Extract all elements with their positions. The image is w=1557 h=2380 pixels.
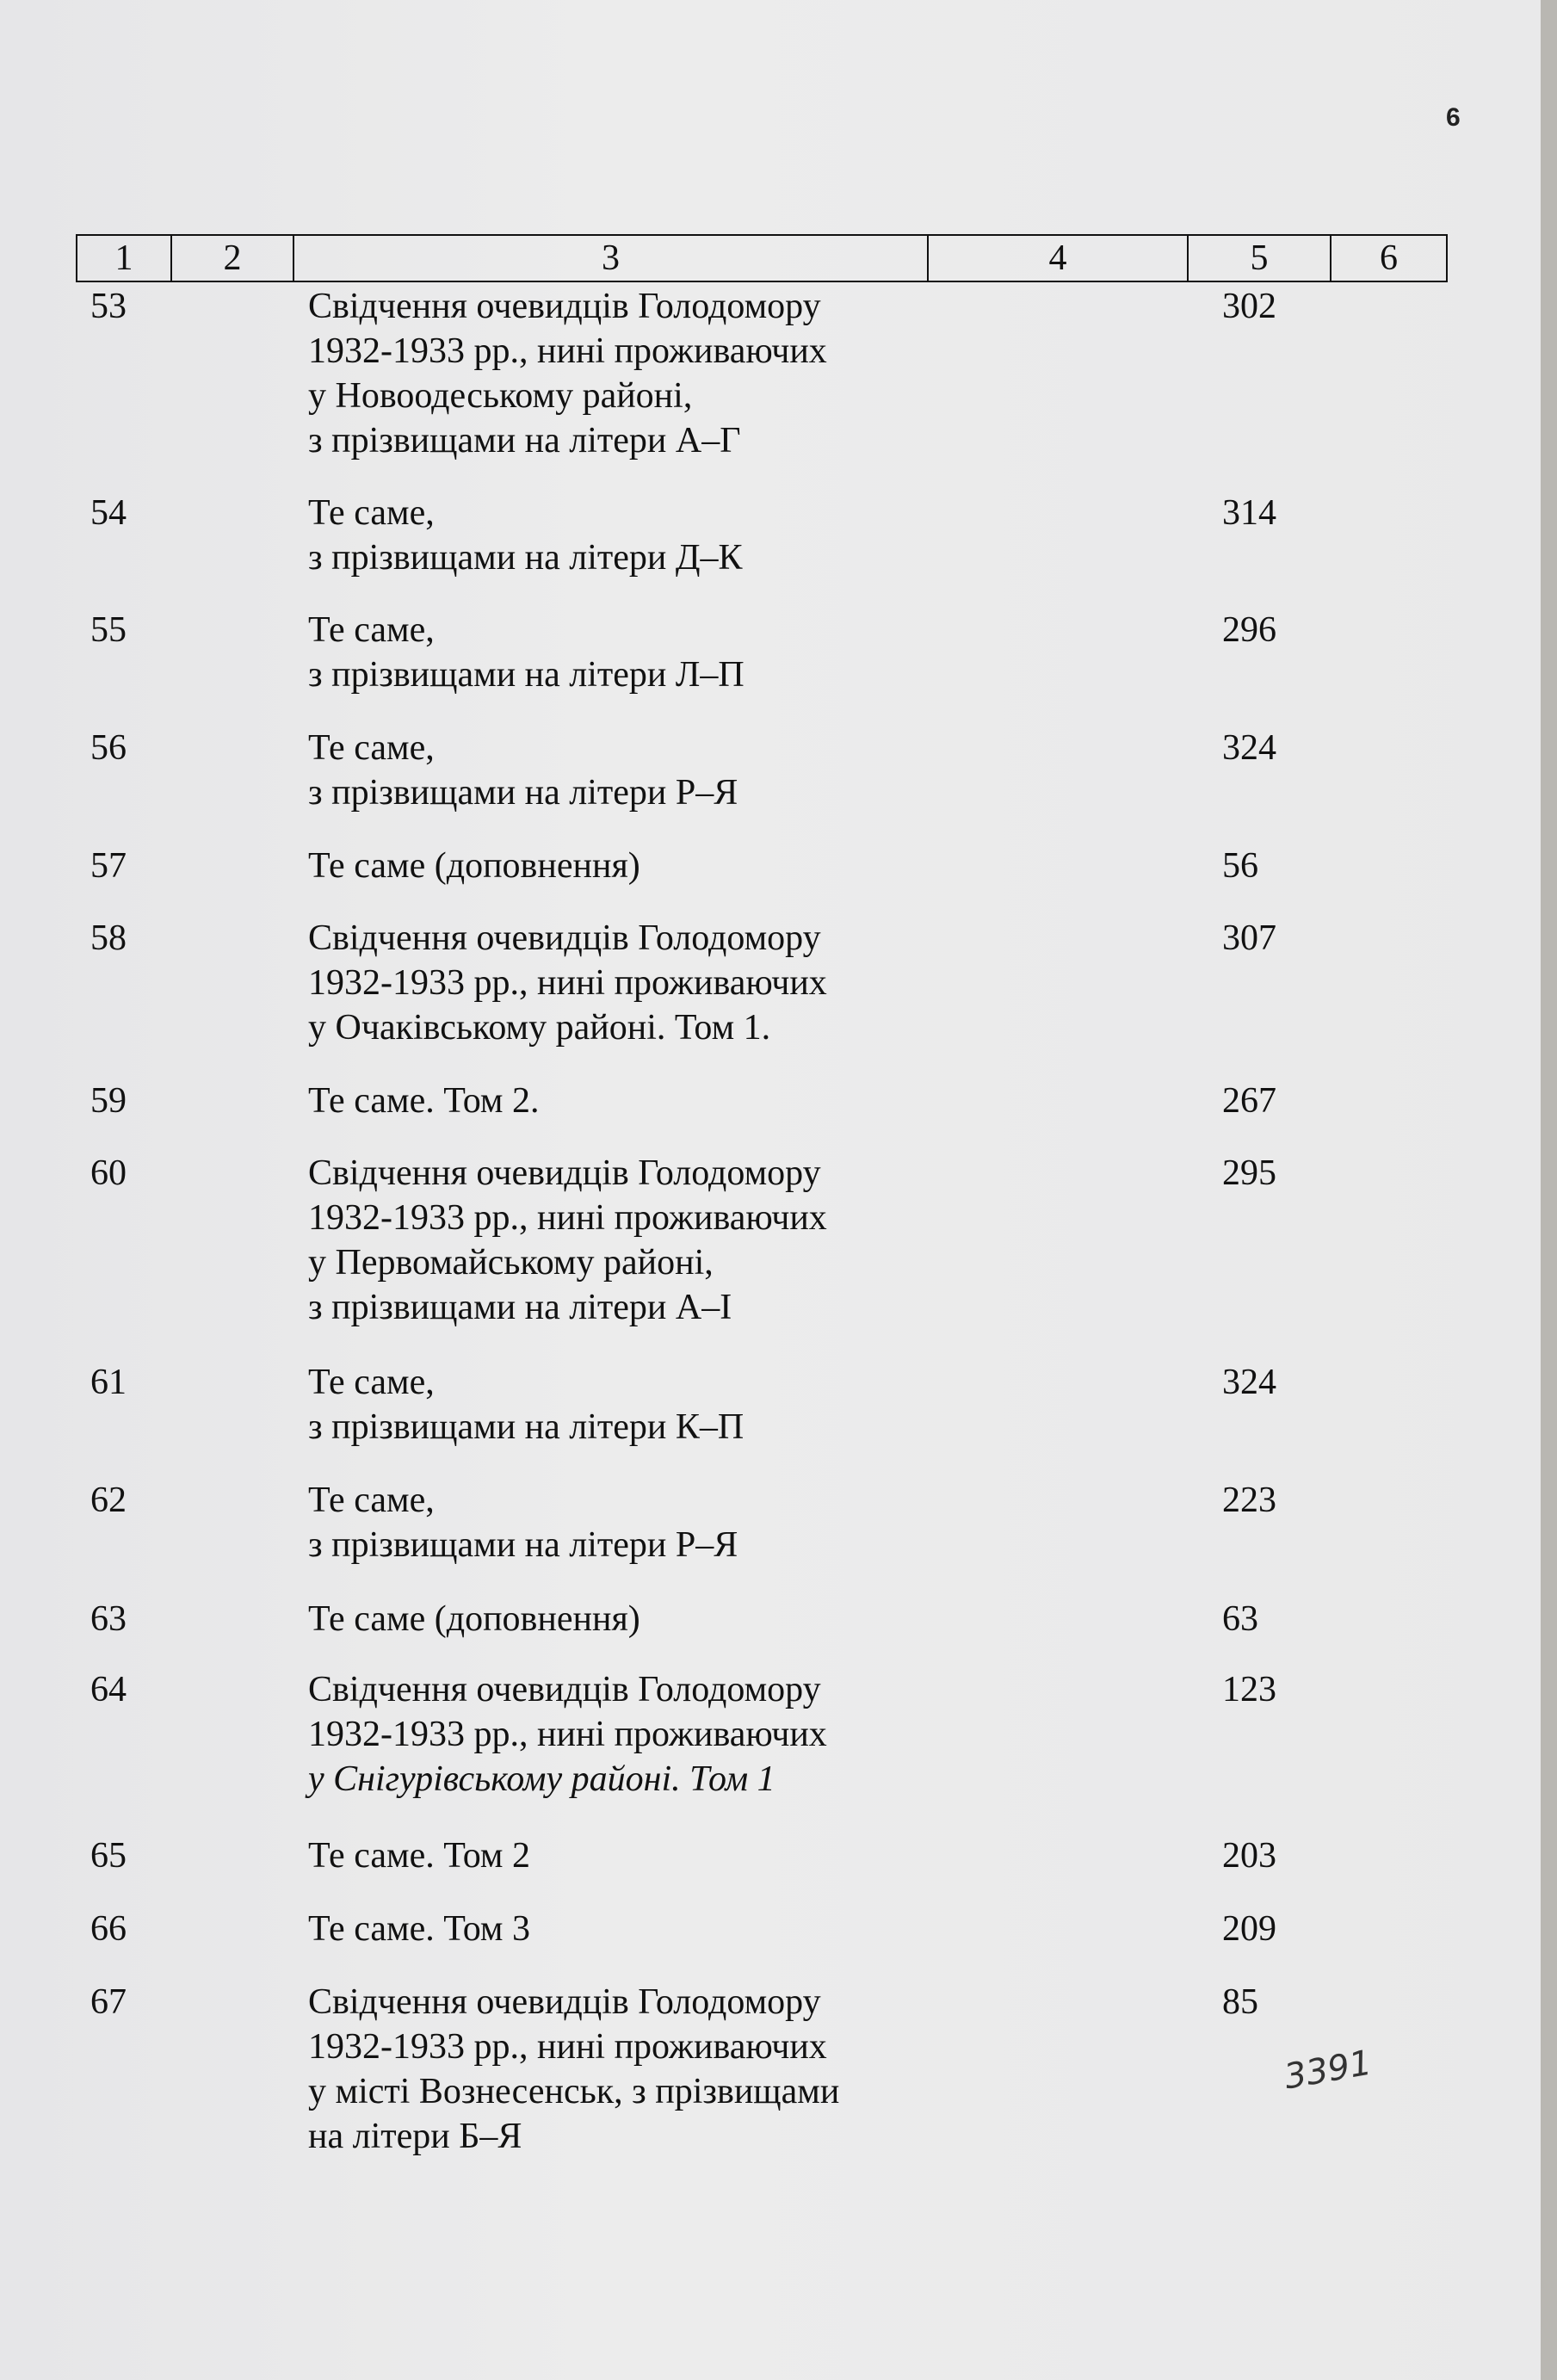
description-line: 1932-1933 рр., нині проживаючих [308, 1198, 827, 1238]
header-col-1: 1 [77, 236, 172, 281]
description-line: Те саме. Том 3 [308, 1909, 530, 1949]
row-page-count: 307 [1222, 918, 1276, 958]
description-line: з прізвищами на літери Р–Я [308, 773, 738, 813]
description-line: Свідчення очевидців Голодомору [308, 1670, 821, 1709]
description-line: у Снігурівському районі. Том 1 [308, 1759, 775, 1799]
row-number: 59 [90, 1081, 127, 1121]
row-number: 60 [90, 1153, 127, 1193]
header-col-4: 4 [929, 236, 1189, 281]
description-line: 1932-1933 рр., нині проживаючих [308, 963, 827, 1003]
row-page-count: 203 [1222, 1836, 1276, 1876]
row-page-count: 302 [1222, 287, 1276, 326]
row-page-count: 123 [1222, 1670, 1276, 1709]
row-description [308, 1079, 928, 1123]
description-line: Те саме (доповнення) [308, 846, 640, 886]
row-description [308, 726, 928, 815]
description-line: у Новоодеському районі, [308, 376, 693, 416]
description-line: з прізвищами на літери Р–Я [308, 1525, 738, 1565]
description-line: з прізвищами на літери К–П [308, 1407, 745, 1447]
row-page-count: 209 [1222, 1909, 1276, 1949]
row-description [308, 608, 928, 697]
row-page-count: 295 [1222, 1153, 1276, 1193]
row-description [308, 1360, 928, 1450]
row-description [308, 1667, 928, 1802]
row-description [308, 1478, 928, 1567]
row-number: 53 [90, 287, 127, 326]
description-line: Те саме (доповнення) [308, 1599, 640, 1639]
page-number: 6 [1446, 103, 1461, 132]
description-line: Те саме, [308, 728, 435, 768]
description-line: на літери Б–Я [308, 2117, 522, 2156]
description-line: з прізвищами на літери Д–К [308, 538, 743, 578]
table-header [76, 234, 1448, 282]
row-number: 61 [90, 1363, 127, 1402]
row-number: 65 [90, 1836, 127, 1876]
row-description [308, 1151, 928, 1330]
row-page-count: 56 [1222, 846, 1258, 886]
row-number: 54 [90, 493, 127, 533]
row-page-count: 324 [1222, 728, 1276, 768]
row-number: 64 [90, 1670, 127, 1709]
row-page-count: 267 [1222, 1081, 1276, 1121]
row-description [308, 916, 928, 1050]
row-description [308, 1597, 928, 1641]
description-line: у Первомайському районі, [308, 1243, 714, 1283]
header-col-6: 6 [1380, 238, 1398, 278]
header-col-3: 3 [294, 236, 929, 281]
description-line: Те саме, [308, 1363, 435, 1402]
description-line: у місті Вознесенськ, з прізвищами [308, 2072, 840, 2111]
description-line: Те саме, [308, 1481, 435, 1520]
handwritten-total: 3391 [1281, 2043, 1375, 2098]
row-description [308, 1833, 928, 1878]
page-edge [1541, 0, 1557, 2380]
row-number: 55 [90, 610, 127, 650]
description-line: Те саме, [308, 493, 435, 533]
description-line: Свідчення очевидців Голодомору [308, 287, 821, 326]
row-page-count: 324 [1222, 1363, 1276, 1402]
description-line: у Очаківському районі. Том 1. [308, 1008, 771, 1048]
description-line: з прізвищами на літери Л–П [308, 655, 745, 695]
row-page-count: 296 [1222, 610, 1276, 650]
row-number: 57 [90, 846, 127, 886]
row-description [308, 491, 928, 580]
row-number: 62 [90, 1481, 127, 1520]
description-line: з прізвищами на літери А–Г [308, 421, 741, 461]
description-line: Свідчення очевидців Голодомору [308, 1982, 821, 2022]
description-line: Те саме. Том 2. [308, 1081, 540, 1121]
row-description [308, 844, 928, 888]
description-line: Свідчення очевидців Голодомору [308, 1153, 821, 1193]
row-number: 56 [90, 728, 127, 768]
row-page-count: 85 [1222, 1982, 1258, 2022]
row-number: 66 [90, 1909, 127, 1949]
row-description [308, 284, 928, 463]
row-page-count: 63 [1222, 1599, 1258, 1639]
row-description [308, 1907, 928, 1951]
description-line: 1932-1933 рр., нині проживаючих [308, 2027, 827, 2067]
row-number: 63 [90, 1599, 127, 1639]
description-line: з прізвищами на літери А–І [308, 1288, 732, 1327]
row-page-count: 223 [1222, 1481, 1276, 1520]
header-col-2: 2 [172, 236, 294, 281]
row-page-count: 314 [1222, 493, 1276, 533]
description-line: 1932-1933 рр., нині проживаючих [308, 1715, 827, 1754]
description-line: Те саме, [308, 610, 435, 650]
row-description [308, 1980, 928, 2159]
description-line: Те саме. Том 2 [308, 1836, 530, 1876]
row-number: 67 [90, 1982, 127, 2022]
header-col-5: 5 [1189, 236, 1331, 281]
description-line: 1932-1933 рр., нині проживаючих [308, 331, 827, 371]
row-number: 58 [90, 918, 127, 958]
description-line: Свідчення очевидців Голодомору [308, 918, 821, 958]
